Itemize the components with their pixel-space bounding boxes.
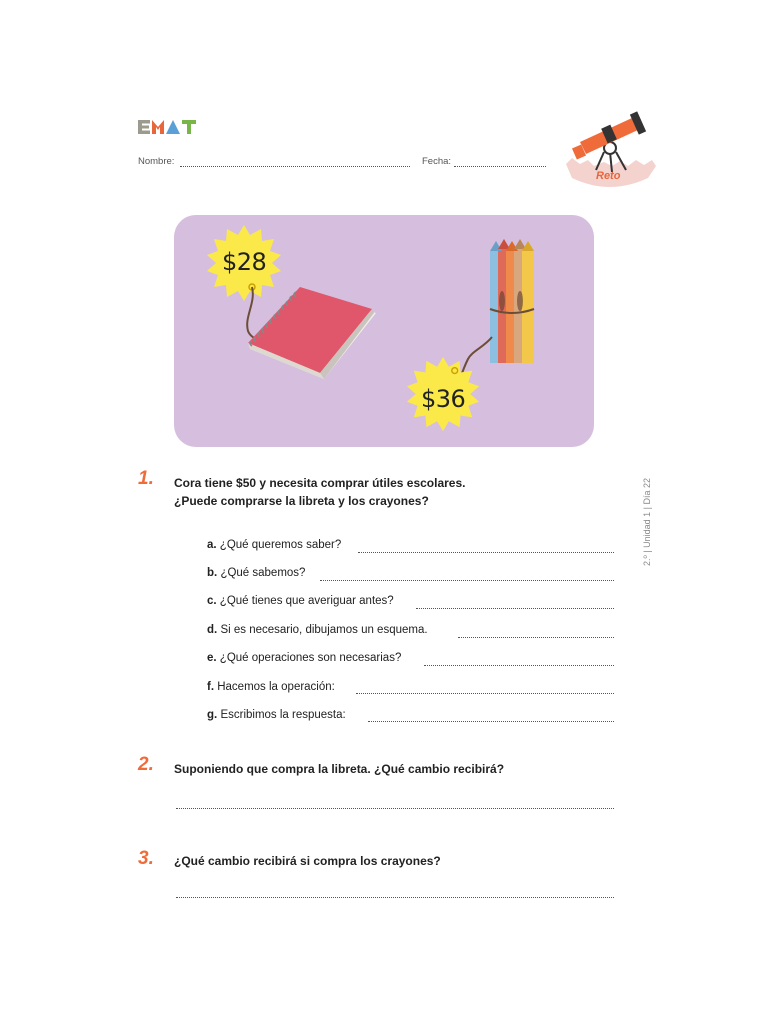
item-text: Escribimos la respuesta: [220, 709, 346, 721]
notebook-price: $28 [222, 248, 267, 276]
item-text: ¿Qué tienes que averiguar antes? [219, 595, 394, 607]
question-1-line-1: Cora tiene $50 y necesita comprar útiles escolares. [174, 476, 466, 490]
list-item-d [207, 624, 428, 636]
emat-logo [138, 116, 202, 138]
item-text: Si es necesario, dibujamos un esquema. [220, 624, 428, 636]
item-text: ¿Qué operaciones son necesarias? [219, 652, 402, 664]
date-label: Fecha: [422, 156, 452, 167]
question-2-number: 2. [138, 754, 154, 775]
answer-line-c[interactable] [416, 608, 614, 609]
item-letter: f. [207, 681, 215, 693]
answer-line-b[interactable] [320, 580, 614, 581]
item-letter: a. [207, 539, 217, 551]
list-item-g [207, 709, 346, 721]
date-field[interactable] [454, 166, 546, 167]
answer-line-3[interactable] [176, 897, 614, 898]
question-1-number: 1. [138, 468, 154, 489]
answer-line-f[interactable] [356, 693, 614, 694]
illustration-panel [174, 215, 594, 447]
reto-badge [560, 108, 660, 196]
answer-line-e[interactable] [424, 665, 614, 666]
question-3-number: 3. [138, 848, 154, 869]
item-letter: g. [207, 709, 218, 721]
side-tab [640, 470, 656, 570]
list-item-a [207, 539, 341, 551]
list-item-e [207, 652, 401, 664]
answer-line-a[interactable] [358, 552, 614, 553]
list-item-c [207, 595, 394, 607]
item-letter: b. [207, 567, 218, 579]
answer-line-d[interactable] [458, 637, 614, 638]
telescope-icon [560, 108, 660, 196]
list-item-b [207, 567, 305, 579]
question-2-text: Suponiendo que compra la libreta. ¿Qué cambio recibirá? [174, 762, 505, 776]
item-text: Hacemos la operación: [217, 681, 335, 693]
question-1-line-2: ¿Puede comprarse la libreta y los crayones? [174, 494, 429, 508]
answer-line-2[interactable] [176, 808, 614, 809]
item-text: ¿Qué queremos saber? [219, 539, 342, 551]
question-3-text: ¿Qué cambio recibirá si compra los crayones? [174, 854, 441, 868]
side-tab-text: 2.º | Unidad 1 | Día 22 [642, 477, 652, 566]
crayons-price: $36 [421, 385, 466, 413]
item-letter: c. [207, 595, 217, 607]
item-text: ¿Qué sabemos? [220, 567, 306, 579]
item-letter: d. [207, 624, 218, 636]
name-field[interactable] [180, 166, 410, 167]
item-letter: e. [207, 652, 217, 664]
name-label: Nombre: [138, 156, 175, 167]
notebook-icon [240, 285, 380, 385]
answer-line-g[interactable] [368, 721, 614, 722]
list-item-f [207, 681, 335, 693]
reto-label: Reto [596, 170, 621, 182]
